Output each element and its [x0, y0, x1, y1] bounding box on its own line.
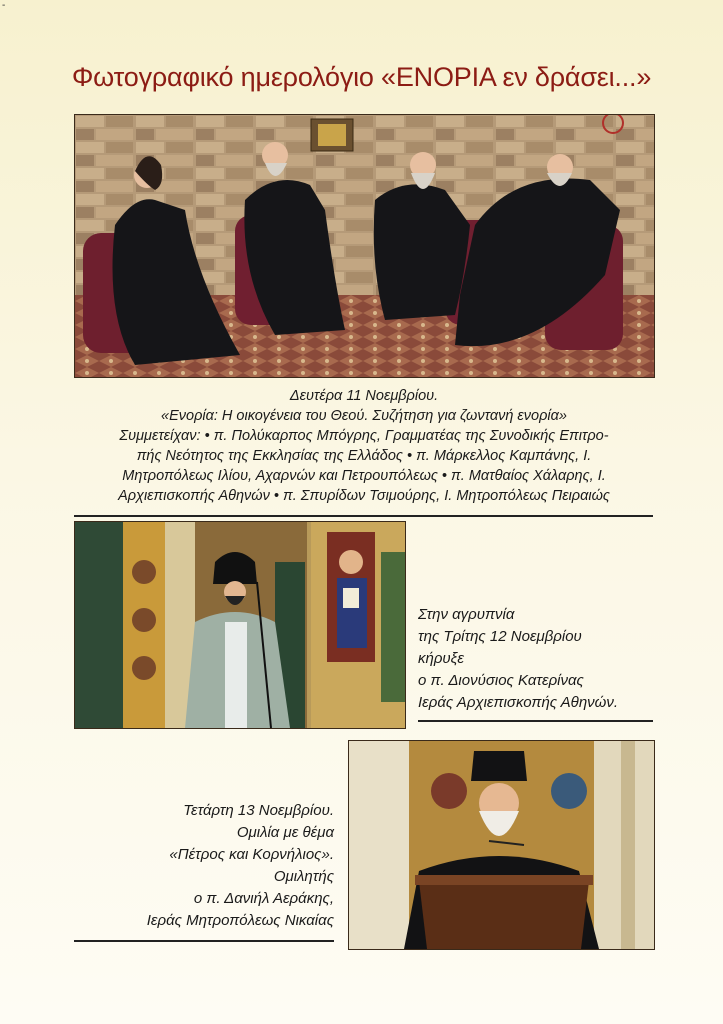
- section3-line-3: «Πέτρος και Κορνήλιος».: [169, 846, 334, 863]
- section1-participants-line-3: Μητροπόλεως Ιλίου, Αχαρνών και Πετρουπόλεως • π. Ματθαίος Χάλαρης, Ι.: [122, 468, 606, 484]
- section2-divider: [418, 720, 653, 722]
- panel-discussion-photo: [74, 114, 655, 378]
- section1-date: Δευτέρα 11 Νοεμβρίου.: [289, 388, 439, 404]
- section2-line-4: ο π. Διονύσιος Κατερίνας: [418, 672, 584, 689]
- lecture-speaker-photo: [348, 740, 655, 950]
- section2-line-5: Ιεράς Αρχιεπισκοπής Αθηνών.: [418, 694, 618, 711]
- section3-line-4: Ομιλητής: [273, 868, 334, 885]
- page-title: Φωτογραφικό ημερολόγιο «ΕΝΟΡΙΑ εν δράσει...»: [71, 62, 652, 92]
- section2-line-3: κήρυξε: [418, 650, 464, 667]
- section2-line-2: της Τρίτης 12 Νοεμβρίου: [418, 628, 582, 645]
- section1-divider: [74, 515, 653, 517]
- corner-mark: -: [2, 0, 6, 11]
- section2-caption: [418, 604, 658, 714]
- section1-participants-line-4: Αρχιεπισκοπής Αθηνών • π. Σπυρίδων Τσιμούρης, Ι. Μητροπόλεως Πειραιώς: [118, 488, 610, 504]
- section1-topic: «Ενορία: Η οικογένεια του Θεού. Συζήτηση για ζωντανή ενορία»: [161, 408, 567, 424]
- section1-participants-line-2: πής Νεότητος της Εκκλησίας της Ελλάδος • π. Μάρκελλος Καμπάνης, Ι.: [136, 448, 592, 464]
- section3-line-2: Ομιλία με θέμα: [236, 824, 334, 841]
- section3-caption: [100, 800, 334, 932]
- section1-caption: [74, 386, 654, 506]
- section2-line-1: Στην αγρυπνία: [418, 606, 515, 623]
- section1-participants-line-1: Συμμετείχαν: • π. Πολύκαρπος Μπόγρης, Γραμματέας της Συνοδικής Επιτρο-: [119, 428, 609, 444]
- section3-line-1: Τετάρτη 13 Νοεμβρίου.: [183, 802, 334, 819]
- section3-line-5: ο π. Δανιήλ Αεράκης,: [193, 890, 334, 907]
- section3-line-6: Ιεράς Μητροπόλεως Νικαίας: [146, 912, 334, 929]
- section3-divider: [74, 940, 334, 942]
- vigil-sermon-photo: [74, 521, 406, 729]
